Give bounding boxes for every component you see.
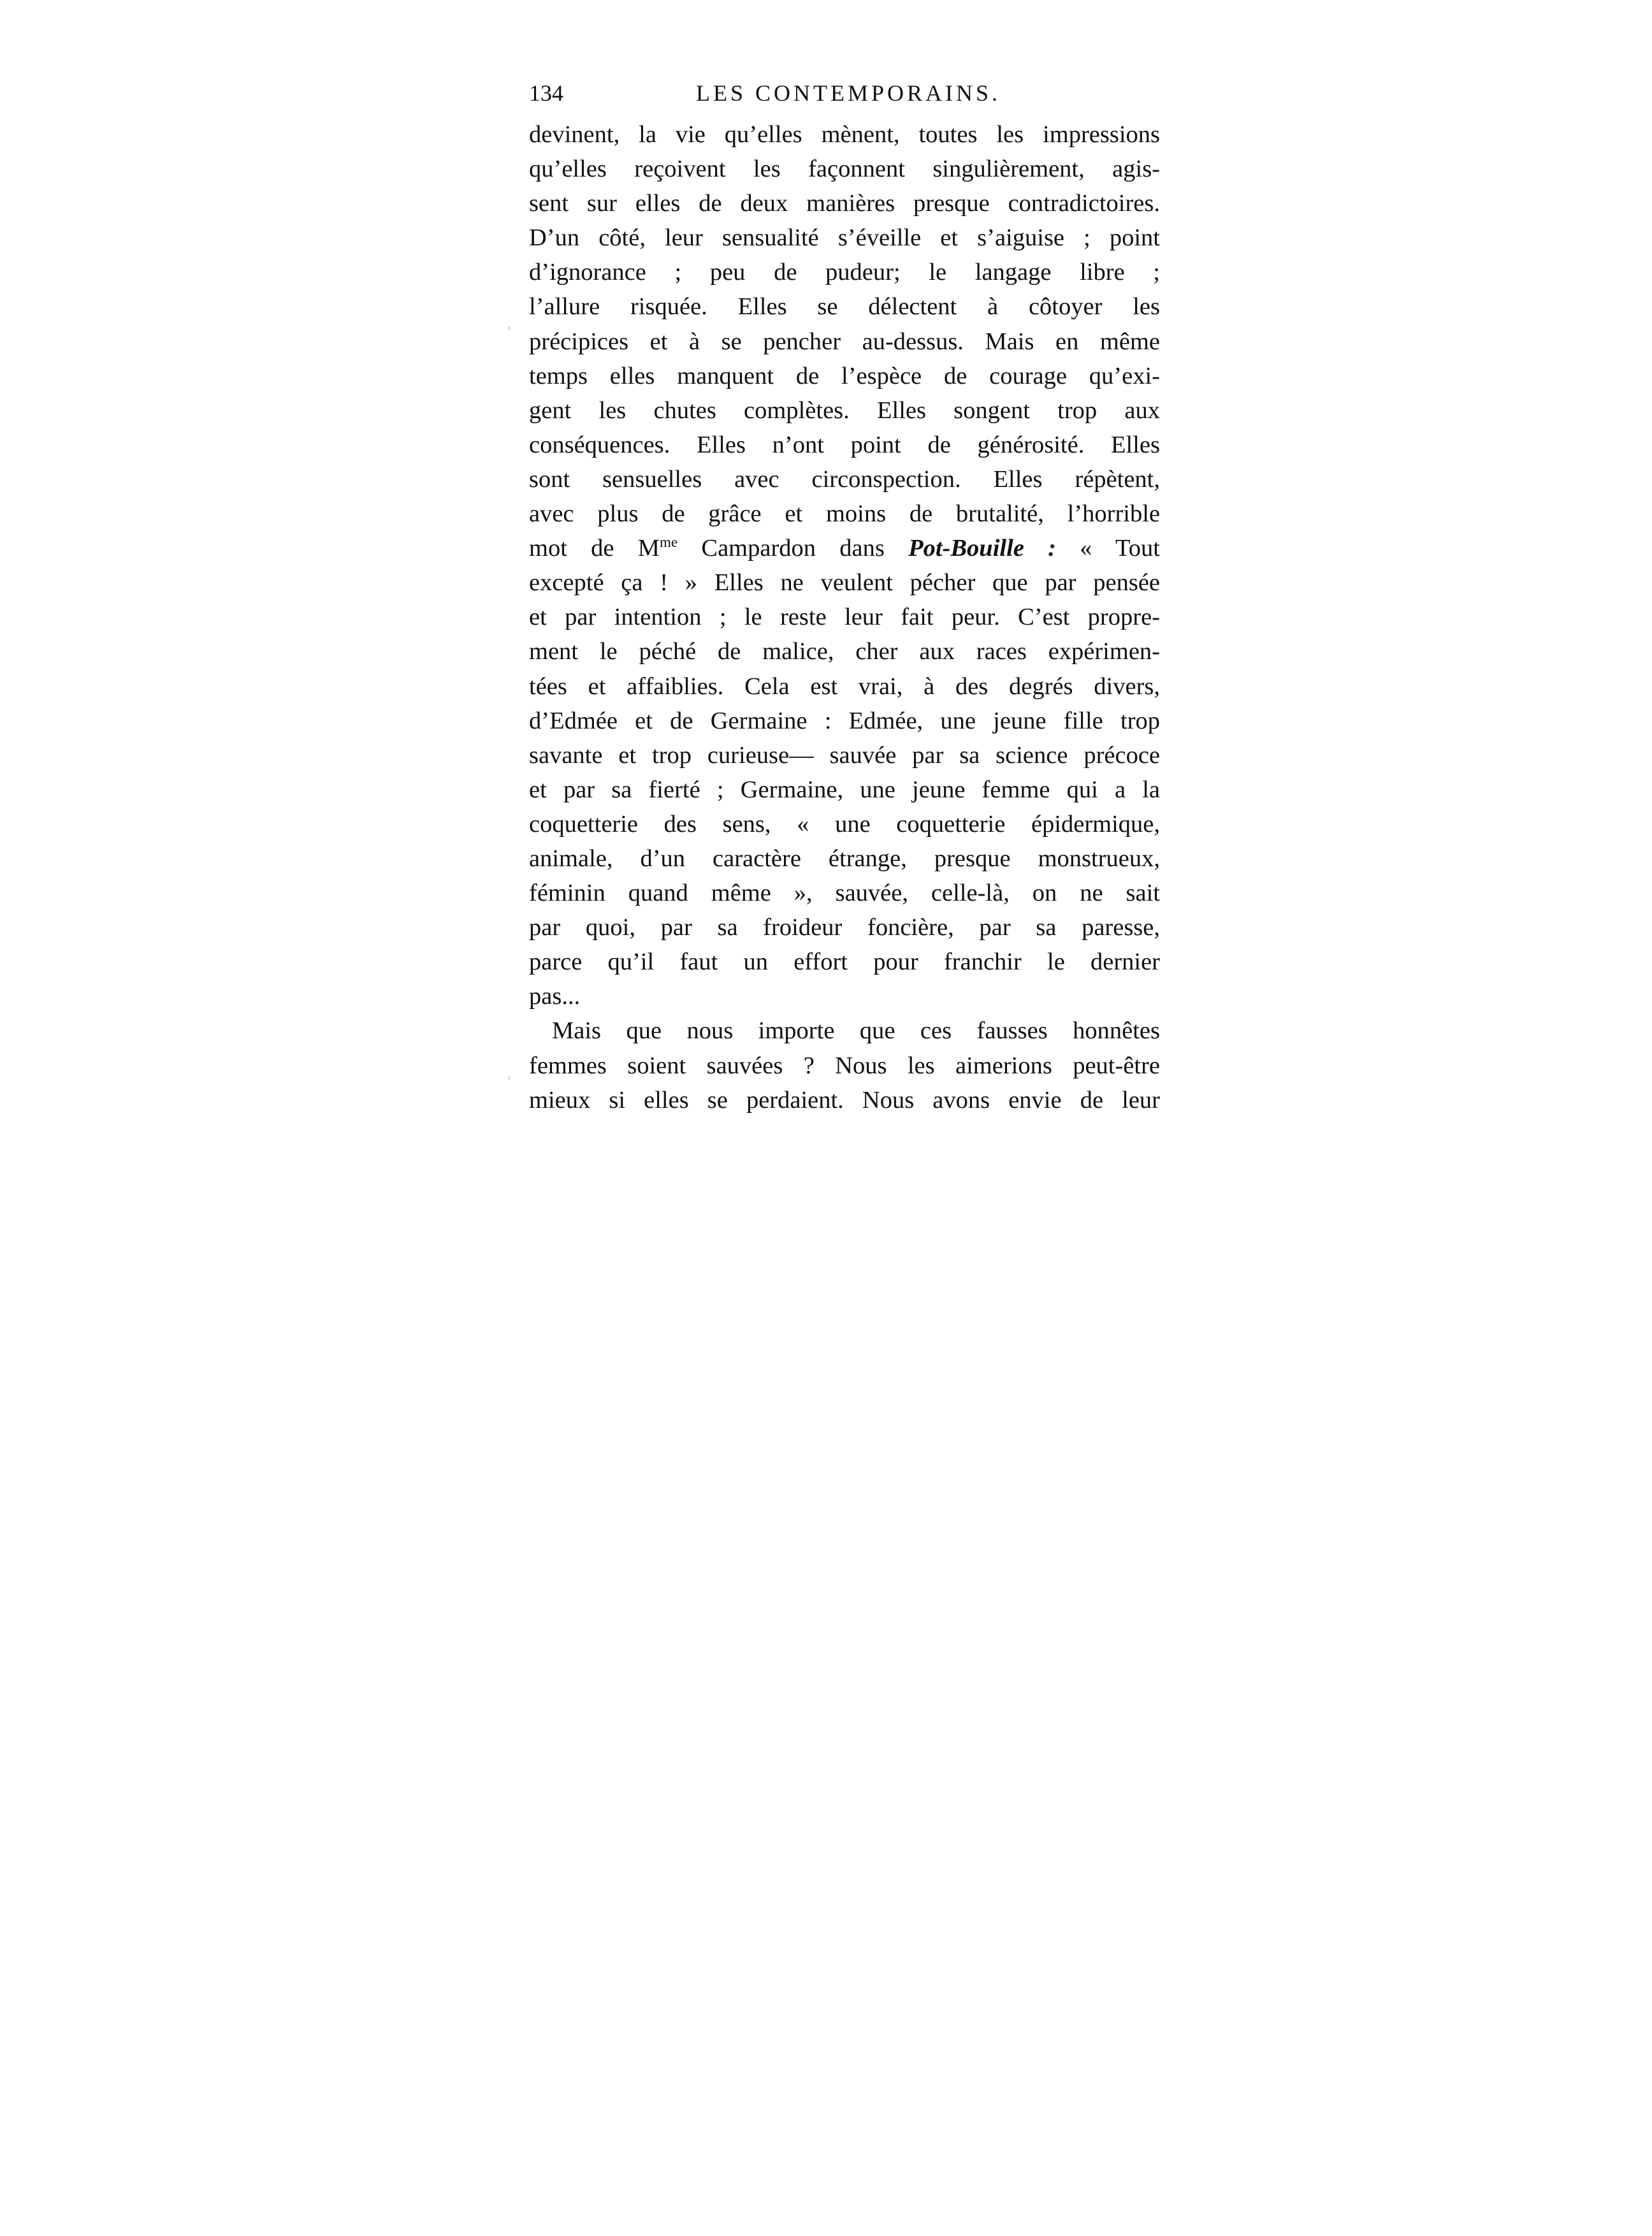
text-line: excepté ça ! » Elles ne veulent pécher que par pensée: [529, 569, 1160, 597]
text-line: animale, d’un caractère étrange, presque monstrueux,: [529, 845, 1160, 872]
body-text: [529, 117, 1160, 1117]
text-line: conséquences. Elles n’ont point de générosité. Elles: [529, 431, 1160, 458]
text-line: qu’elles reçoivent les façonnent singulièrement, agis-: [529, 156, 1160, 183]
text-line: gent les chutes complètes. Elles songent trop aux: [529, 396, 1160, 424]
paragraph-first-line: Mais que nous importe que ces fausses honnêtes: [552, 1017, 1160, 1045]
margin-mark: [509, 1076, 510, 1080]
text-line: parce qu’il faut un effort pour franchir le dernier: [529, 948, 1160, 976]
text-fragment: Campardon dans: [677, 535, 909, 562]
text-line: sent sur elles de deux manières presque contradictoires.: [529, 190, 1160, 217]
text-fragment: mot de M: [529, 535, 660, 562]
text-line: femmes soient sauvées ? Nous les aimerions peut-être: [529, 1052, 1160, 1079]
text-fragment: « Tout: [1055, 535, 1160, 562]
work-title: Pot-Bouille :: [908, 535, 1056, 562]
text-line: ment le péché de malice, cher aux races expérimen-: [529, 638, 1160, 665]
running-head: [529, 74, 1166, 112]
text-line: mieux si elles se perdaient. Nous avons envie de leur: [529, 1086, 1160, 1114]
text-line: coquetterie des sens, « une coquetterie épidermique,: [529, 810, 1160, 838]
text-line: tées et affaiblies. Cela est vrai, à des degrés divers,: [529, 672, 1160, 700]
margin-mark: [509, 326, 510, 330]
text-line: et par intention ; le reste leur fait peur. C’est propre-: [529, 604, 1160, 631]
text-line: d’Edmée et de Germaine : Edmée, une jeune fille trop: [529, 707, 1160, 734]
text-line: et par sa fierté ; Germaine, une jeune femme qui a la: [529, 776, 1160, 803]
text-line: précipices et à se pencher au-dessus. Mais en même: [529, 328, 1160, 355]
text-line: sont sensuelles avec circonspection. Elles répètent,: [529, 465, 1160, 493]
text-line-with-title: [529, 531, 1160, 565]
paragraph-last-line: pas...: [529, 983, 581, 1010]
superscript-abbrev: me: [659, 534, 678, 551]
text-line: devinent, la vie qu’elles mènent, toutes les impressions: [529, 121, 1160, 148]
text-line: d’ignorance ; peu de pudeur; le langage libre ;: [529, 259, 1160, 286]
text-line: temps elles manquent de l’espèce de courage qu’exi-: [529, 362, 1160, 389]
text-line: par quoi, par sa froideur foncière, par sa paresse,: [529, 914, 1160, 941]
page-number: 134: [529, 80, 563, 106]
running-title: LES CONTEMPORAINS.: [696, 80, 1001, 106]
text-line: savante et trop curieuse— sauvée par sa science précoce: [529, 741, 1160, 769]
text-line: D’un côté, leur sensualité s’éveille et s’aiguise ; point: [529, 224, 1160, 252]
text-line: l’allure risquée. Elles se délectent à côtoyer les: [529, 293, 1160, 321]
text-line: avec plus de grâce et moins de brutalité, l’horrible: [529, 500, 1160, 528]
text-line: féminin quand même », sauvée, celle-là, on ne sait: [529, 880, 1160, 907]
